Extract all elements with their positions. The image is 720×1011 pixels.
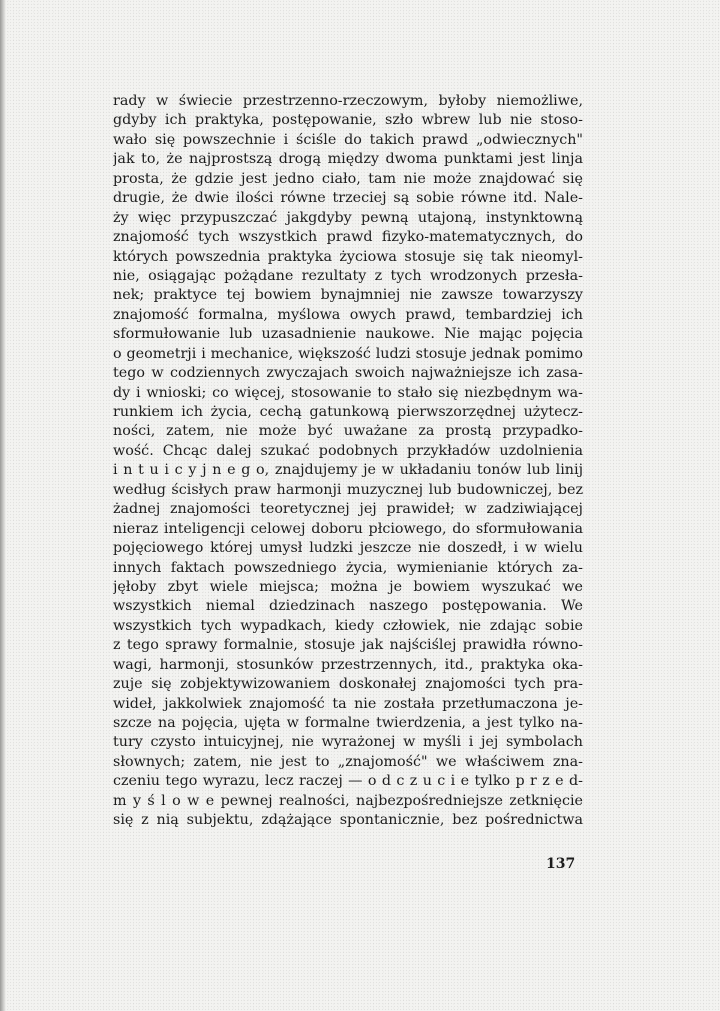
text-line: nie, osiągając pożądane rezultaty z tych wrodzonych przesła- [113,267,583,284]
text-line: dy i wnioski; co więcej, stosowanie to stało się niezbędnym wa- [113,384,583,401]
text-line: nek; praktyce tej bowiem bynajmniej nie zawsze towarzyszy [113,287,583,304]
text-line: m y ś l o w e pewnej realności, najbezpośredniejsze zetknięcie [113,792,583,809]
text-line: jęłoby zbyt wiele miejsca; można je bowiem wyszukać we [113,578,583,595]
text-line: z tego sprawy formalnie, stosuje jak najściślej prawidła równo- [113,637,583,654]
text-line: znajomość formalna, myślowa owych prawd, tembardziej ich [113,306,583,323]
text-line: szcze na pojęcia, ujęta w formalne twierdzenia, a jest tylko na- [113,715,583,731]
text-line: wszystkich tych wypadkach, kiedy człowiek, nie zdając sobie [113,617,583,634]
text-line: jak to, że najprostszą drogą między dwoma punktami jest linja [113,151,583,168]
text-line: żadnej znajomości teoretycznej jej prawideł; w zadziwiającej [113,501,583,518]
text-line: wało się powszechnie i ściśle do takich prawd „odwiecznych" [113,131,583,148]
text-line: innych faktach powszedniego życia, wymienianie których za- [113,559,583,576]
text-line: rady w świecie przestrzenno-rzeczowym, byłoby niemożliwe, [113,93,583,109]
text-line: prosta, że gdzie jest jedno ciało, tam nie może znajdować się [113,170,583,187]
text-line: czeniu tego wyrazu, lecz raczej — o d c z u c i e tylko p r z e d- [113,773,583,790]
text-line: gdyby ich praktyka, postępowanie, szło wbrew lub nie stoso- [113,112,583,129]
text-line: i n t u i c y j n e g o, znajdujemy je w układaniu tonów lub linij [113,462,583,479]
text-line: pojęciowego której umysł ludzki jeszcze nie doszedł, i w wielu [113,540,583,557]
text-line: słownych; zatem, nie jest to „znajomość" we właściwem zna- [113,753,583,770]
text-line: których powszednia praktyka życiowa stosuje się tak nieomyl- [113,248,583,265]
text-line: sformułowanie lub uzasadnienie naukowe. Nie mając pojęcia [113,326,583,343]
text-line: się z nią subjektu, zdążające spontanicznie, bez pośrednictwa [113,812,583,829]
text-line: nieraz inteligencji celowej doboru płciowego, do sformułowania [113,520,583,537]
text-line: tego w codziennych zwyczajach swoich najważniejsze ich zasa- [113,365,583,382]
body-text [113,92,583,831]
text-line: o geometrji i mechanice, większość ludzi stosuje jednak pomimo [113,345,583,362]
text-line: wagi, harmonji, stosunków przestrzennych, itd., praktyka oka- [113,656,583,673]
text-line: drugie, że dwie ilości równe trzeciej są sobie równe itd. Nale- [113,190,583,207]
text-line: wszystkich niemal dziedzinach naszego postępowania. We [113,598,583,615]
text-line: wideł, jakkolwiek znajomość ta nie została przetłumaczona je- [113,695,583,712]
text-line: zuje się zobjektywizowaniem doskonałej znajomości tych pra- [113,676,583,693]
page-binding-edge [0,0,6,1011]
text-line: według ścisłych praw harmonji muzycznej lub budowniczej, bez [113,481,583,498]
text-line: znajomość tych wszystkich prawd fizyko-matematycznych, do [113,229,583,246]
text-line: wość. Chcąc dalej szukać podobnych przykładów uzdolnienia [113,442,583,459]
text-line: tury czysto intuicyjnej, nie wyrażonej w myśli i jej symbolach [113,734,583,751]
page-number: 137 [546,856,576,872]
text-line: ności, zatem, nie może być uważane za prostą przypadko- [113,423,583,440]
text-line: runkiem ich życia, cechą gatunkową pierwszorzędnej użytecz- [113,404,583,420]
text-line: ży więc przypuszczać jakgdyby pewną utajoną, instynktowną [113,209,583,226]
